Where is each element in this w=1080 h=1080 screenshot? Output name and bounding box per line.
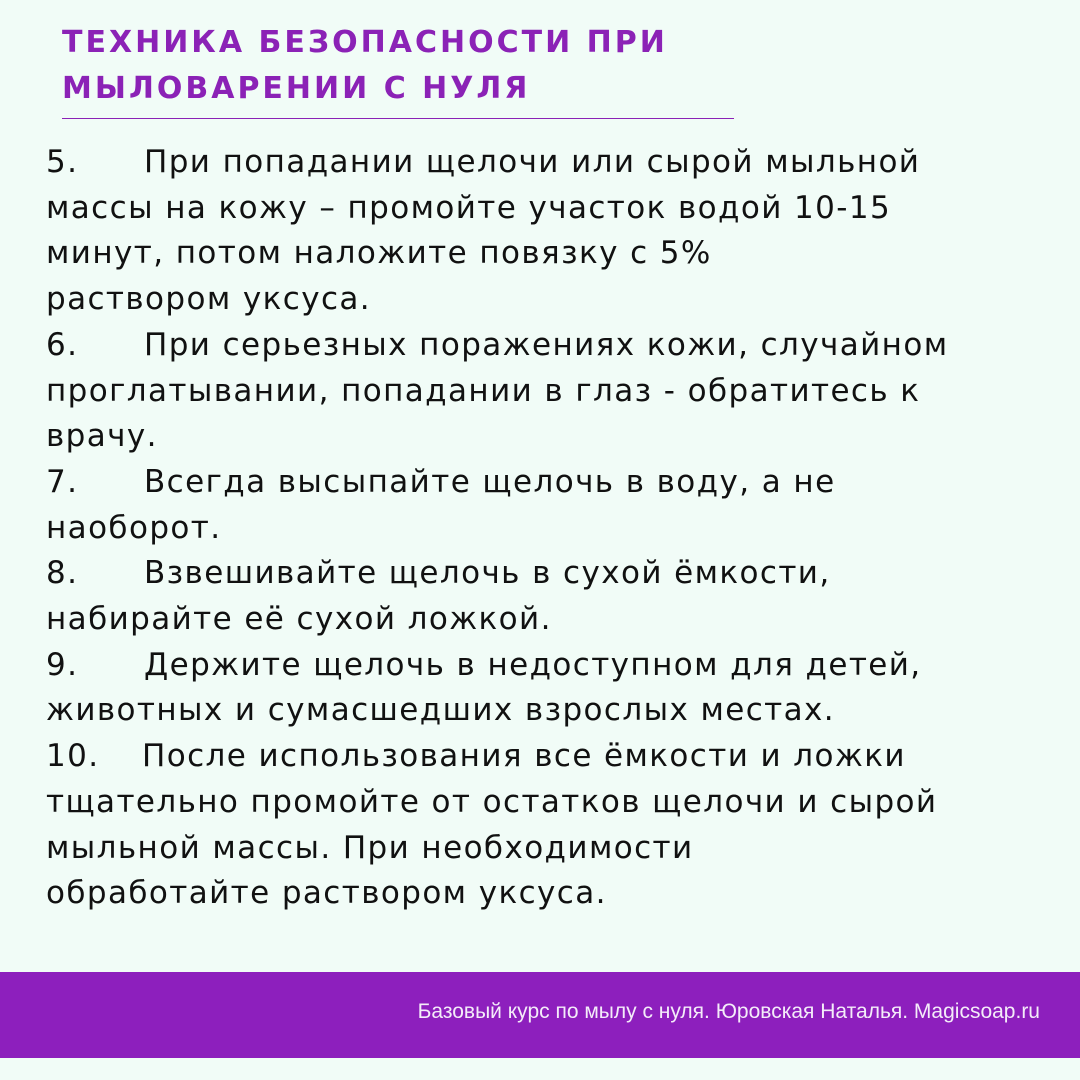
item-text-line: При попадании щелочи или сырой мыльной bbox=[144, 144, 921, 180]
item-text-line: массы на кожу – промойте участок водой 10-15 bbox=[46, 189, 892, 226]
item-text-line: После использования все ёмкости и ложки bbox=[142, 738, 906, 775]
item-text-line: мыльной массы. При необходимости bbox=[46, 829, 694, 866]
item-text-line: проглатывании, попадании в глаз - обратитесь к bbox=[46, 372, 921, 409]
page-title bbox=[62, 20, 668, 112]
item-text-line: обработайте раствором уксуса. bbox=[46, 875, 607, 912]
item-text-line: Всегда высыпайте щелочь в воду, а не bbox=[144, 463, 836, 500]
title-line-2: МЫЛОВАРЕНИИ С НУЛЯ bbox=[62, 71, 531, 106]
list-item-8 bbox=[46, 551, 1056, 642]
list-item-10 bbox=[46, 734, 1056, 917]
item-number: 10. bbox=[46, 738, 100, 775]
item-number: 6. bbox=[46, 326, 79, 363]
item-text-line: Взвешивайте щелочь в сухой ёмкости, bbox=[144, 555, 831, 592]
item-text-line: минут, потом наложите повязку с 5% bbox=[46, 235, 712, 272]
footer-bar bbox=[0, 972, 1080, 1058]
item-text-line: При серьезных поражениях кожи, случайном bbox=[144, 326, 949, 363]
list-item-7 bbox=[46, 460, 1056, 551]
item-text-line: набирайте её сухой ложкой. bbox=[46, 601, 552, 638]
title-line-1: ТЕХНИКА БЕЗОПАСНОСТИ ПРИ bbox=[62, 25, 668, 60]
item-number: 8. bbox=[46, 555, 79, 592]
item-text-line: тщательно промойте от остатков щелочи и сырой bbox=[46, 783, 938, 820]
item-text-line: животных и сумасшедших взрослых местах. bbox=[46, 692, 836, 729]
list-item-6 bbox=[46, 323, 1056, 460]
item-text-line: раствором уксуса. bbox=[46, 281, 372, 318]
title-divider bbox=[62, 118, 734, 119]
item-number: 9. bbox=[46, 646, 79, 683]
safety-list bbox=[46, 140, 1056, 917]
item-text-line: Держите щелочь в недоступном для детей, bbox=[144, 646, 922, 683]
list-item-9 bbox=[46, 643, 1056, 734]
list-item-5 bbox=[46, 140, 1056, 323]
item-number: 7. bbox=[46, 463, 79, 500]
footer-credit: Базовый курс по мылу с нуля. Юровская Наталья. Magicsoap.ru bbox=[417, 1000, 1040, 1023]
item-text-line: наоборот. bbox=[46, 509, 222, 546]
item-number: 5. bbox=[46, 144, 79, 180]
item-text-line: врачу. bbox=[46, 418, 158, 455]
